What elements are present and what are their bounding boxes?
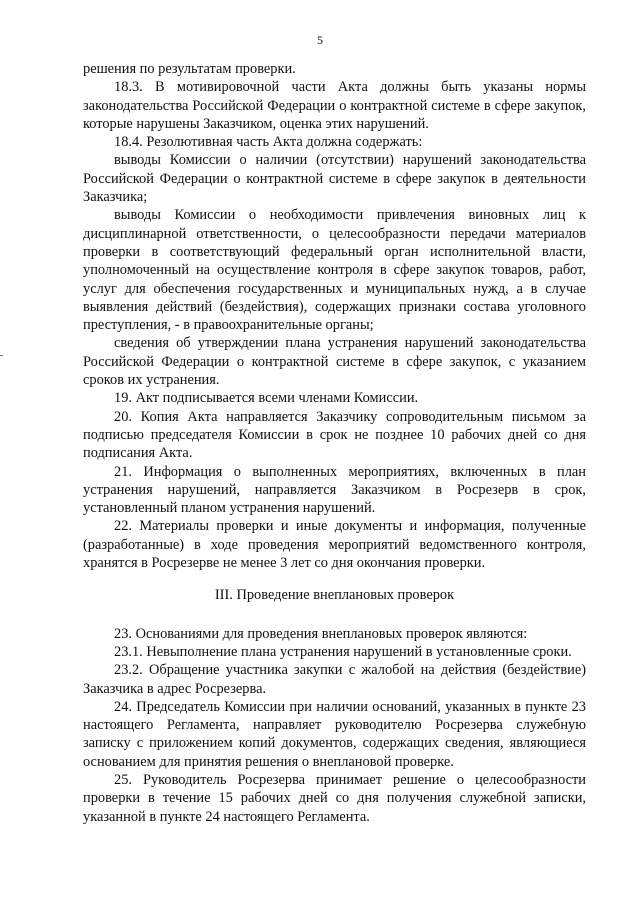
document-body <box>83 60 586 826</box>
paragraph: выводы Комиссии о наличии (отсутствии) нарушений законодательства Российской Федерации о контрактной системе в сфере закупок в деятельности Заказчика; <box>83 152 586 206</box>
paragraph: 25. Руководитель Росрезерва принимает решение о целесообразности проверки в течение 15 рабочих дней со дня получения служебной записки, указанной в пункте 24 настоящего Регламента. <box>83 771 586 825</box>
paragraph: 20. Копия Акта направляется Заказчику сопроводительным письмом за подписью председателя Комиссии в срок не позднее 10 рабочих дней со дня подписания Акта. <box>83 408 586 462</box>
paragraph-group-1 <box>83 60 586 572</box>
section-heading: III. Проведение внеплановых проверок <box>214 587 455 604</box>
paragraph: 23.2. Обращение участника закупки с жалобой на действия (бездействие) Заказчика в адрес Росрезерва. <box>83 662 586 697</box>
paragraph: 22. Материалы проверки и иные документы и информация, полученные (разработанные) в ходе проведения мероприятий ведомственного контроля, хранятся в Росрезерве не менее 3 лет со дня окончания проверки. <box>83 518 586 572</box>
paragraph: 23. Основаниями для проведения внеплановых проверок являются: <box>114 625 528 642</box>
paragraph: 24. Председатель Комиссии при наличии оснований, указанных в пункте 23 настоящего Регламента, направляет руководителю Росрезерва служебную записку с приложением копий документов, содержащих сведения, являющиеся основанием для принятия решения о внеплановой проверке. <box>83 698 586 770</box>
paragraph: 21. Информация о выполненных мероприятиях, включенных в план устранения нарушений, направляется Заказчиком в Росрезерв в срок, установленный планом устранения нарушений. <box>83 463 586 517</box>
paragraph: сведения об утверждении плана устранения нарушений законодательства Российской Федерации о контрактной системе в сфере закупок, с указанием сроков их устранения. <box>83 335 586 389</box>
paragraph-group-2 <box>83 625 586 826</box>
paragraph: 18.4. Резолютивная часть Акта должна содержать: <box>114 134 423 151</box>
page-number: 5 <box>317 33 323 47</box>
paragraph: 18.3. В мотивировочной части Акта должны быть указаны нормы законодательства Российской Федерации о контрактной системе в сфере закупок, которые нарушены Заказчиком, оценка этих нарушений. <box>83 79 586 132</box>
paragraph: выводы Комиссии о необходимости привлечения виновных лиц к дисциплинарной ответственности, о целесообразности передачи материалов проверки в соответствующий федеральный орган исполнительной власти, уполномоченный на осуществление контроля в сфере закупок товаров, работ, услуг для обеспечения государственных и муниципальных нужд, а в случае выявления действий (бездействия), содержащих признаки состава уголовного преступления, - в правоохранительные органы; <box>83 207 586 334</box>
paragraph: 19. Акт подписывается всеми членами Комиссии. <box>114 390 419 407</box>
scan-edge-mark <box>0 355 3 356</box>
paragraph: решения по результатам проверки. <box>83 61 296 77</box>
paragraph: 23.1. Невыполнение плана устранения нарушений в установленные сроки. <box>114 643 572 660</box>
